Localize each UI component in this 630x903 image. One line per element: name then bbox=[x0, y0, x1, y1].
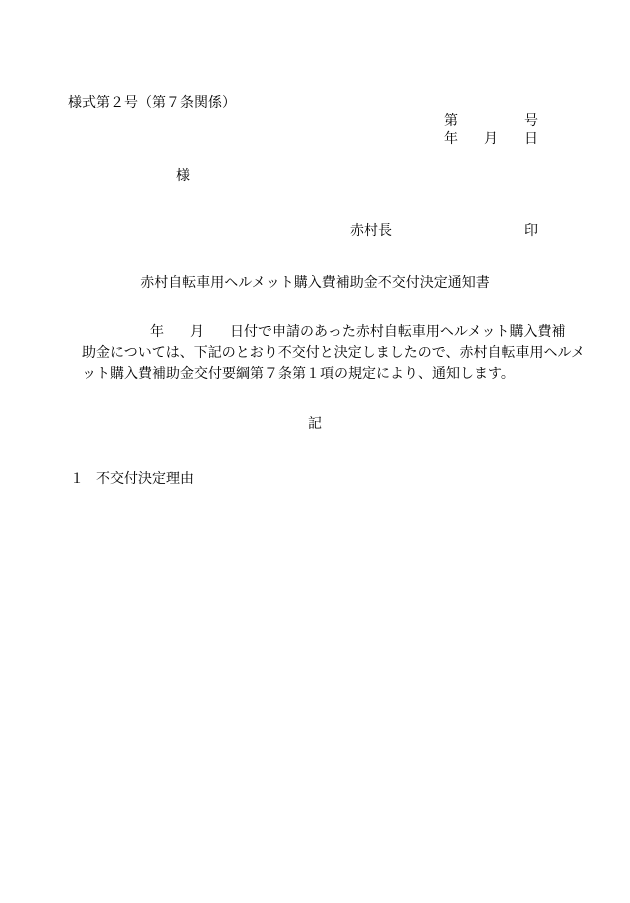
date-month-label: 月 bbox=[484, 131, 498, 147]
body-line-2: 助金については、下記のとおり不交付と決定しましたので、赤村自転車用ヘルメ bbox=[82, 345, 586, 361]
form-id-label: 様式第２号（第７条関係） bbox=[68, 95, 236, 111]
issuer-title: 赤村長 bbox=[350, 223, 392, 239]
ki-heading: 記 bbox=[308, 416, 322, 432]
body-line-1 bbox=[82, 323, 572, 344]
document-number-field bbox=[444, 112, 540, 130]
document-title: 赤村自転車用ヘルメット購入費補助金不交付決定通知書 bbox=[140, 275, 490, 291]
body-month-label: 月 bbox=[190, 324, 204, 340]
date-year-label: 年 bbox=[444, 131, 458, 147]
body-line-1-text: 日付で申請のあった赤村自転車用ヘルメット購入費補 bbox=[230, 324, 566, 340]
list-item-number: １ bbox=[70, 471, 84, 487]
seal-mark: 印 bbox=[524, 223, 538, 239]
recipient-honorific: 様 bbox=[176, 168, 190, 184]
body-paragraph bbox=[82, 323, 586, 386]
list-item-label: 不交付決定理由 bbox=[96, 471, 194, 487]
date-day-label: 日 bbox=[524, 131, 538, 147]
document-number-prefix: 第 bbox=[444, 113, 458, 129]
document-number-suffix: 号 bbox=[524, 113, 538, 129]
list-item bbox=[70, 470, 194, 488]
body-year-label: 年 bbox=[150, 324, 164, 340]
body-line-3: ット購入費補助金交付要綱第７条第１項の規定により、通知します。 bbox=[82, 366, 515, 382]
issue-date-field bbox=[444, 130, 540, 148]
